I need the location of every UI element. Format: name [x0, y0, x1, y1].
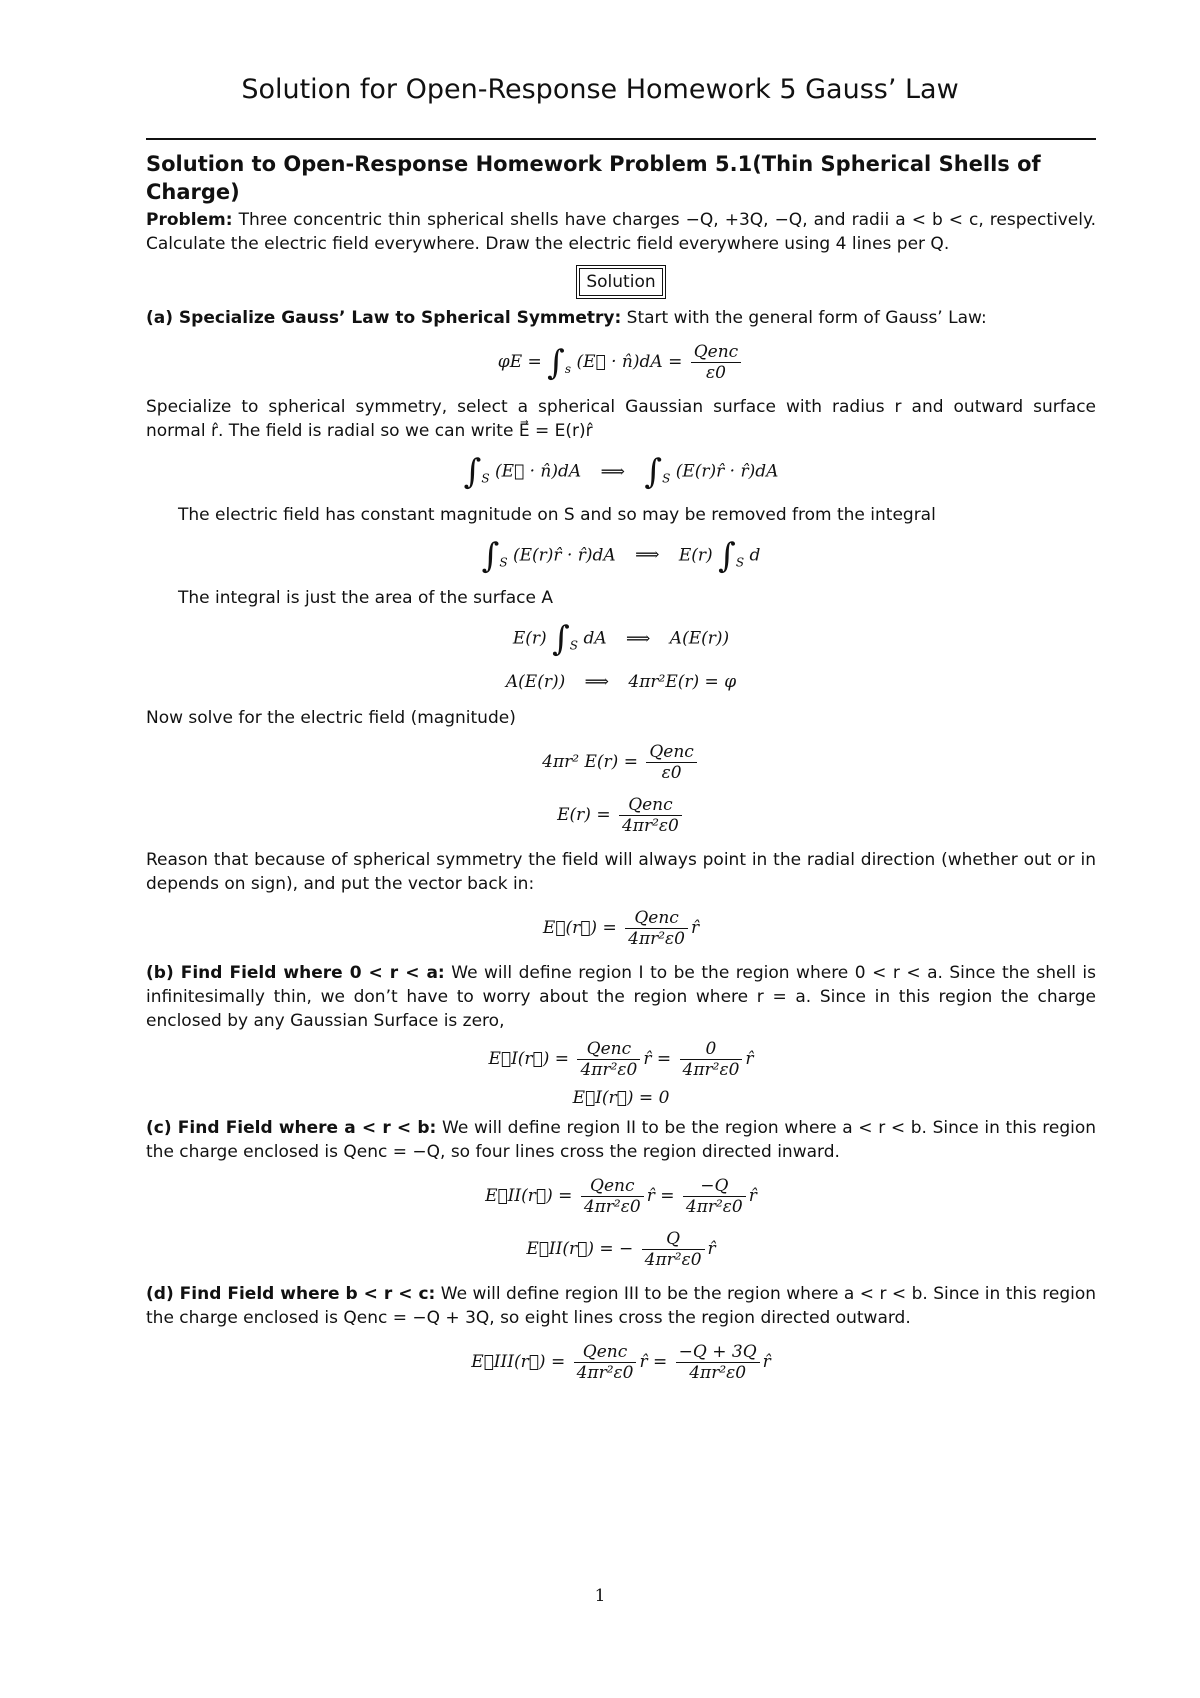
eq-mid: r̂ =	[639, 1351, 668, 1372]
integral-sign: ∫	[547, 342, 565, 383]
part-c-text: We will define region II to be the region where a < r < b. Since in this region the charge enclosed is Qenc = −Q, so four lines cross the region directed inward.	[146, 1117, 1097, 1162]
part-a-text-6: Reason that because of spherical symmetry the field will always point in the radial direction (whether out or in depends on sign), and put the vector back in:	[146, 849, 1096, 894]
denominator: 4πr²ε0	[583, 1196, 641, 1217]
fraction	[625, 908, 688, 949]
denominator: 4πr²ε0	[644, 1249, 702, 1270]
part-a-intro-text: Start with the general form of Gauss’ Law:	[626, 308, 987, 328]
part-a-intro	[146, 306, 1096, 330]
page-number: 1	[594, 1586, 606, 1606]
integral-sign: ∫	[644, 452, 663, 492]
equation-7	[146, 795, 1096, 836]
integral-sign: ∫	[552, 619, 570, 659]
numerator: Q	[642, 1229, 705, 1250]
numerator: −Q	[683, 1176, 746, 1197]
document-body	[146, 150, 1096, 1395]
part-a-label: (a) Specialize Gauss’ Law to Spherical Symmetry:	[146, 308, 622, 328]
problem-text: Three concentric thin spherical shells have charges −Q, +3Q, −Q, and radii a < b < c, respectively. Calculate the electric field everywhere. Draw the electric field everywhere using 4 lines per Q.	[146, 210, 1096, 254]
eq-lhs: E⃗I(r⃗) =	[488, 1048, 570, 1069]
eq-right-pre: E(r)	[678, 545, 713, 565]
part-b-text: We will define region I to be the region where 0 < r < a. Since the shell is infinitesimally thin, we don’t have to worry about the region where r = a. Since in this region the charge enclosed by any Gaussian Surface is zero,	[146, 962, 1096, 1031]
equation-2: $\int_S$ (E⃗ · n̂)dA ⟹ $\int_S$ (E(r)r̂ · r̂)dA	[463, 452, 779, 492]
eq-mid: r̂ =	[646, 1185, 675, 1206]
integral-sign: ∫	[463, 452, 482, 492]
numerator: Qenc	[577, 1039, 640, 1060]
fraction	[646, 742, 696, 783]
eq-tail: r̂	[762, 1351, 771, 1372]
numerator: −Q + 3Q	[676, 1342, 760, 1363]
numerator: Qenc	[574, 1342, 637, 1363]
equation-c1	[146, 1176, 1096, 1217]
part-b-label: (b) Find Field where 0 < r < a:	[146, 962, 445, 983]
denominator: 4πr²ε0	[580, 1059, 638, 1080]
eq-tail: r̂	[691, 917, 700, 938]
part-b-paragraph	[146, 961, 1096, 1033]
eq-mid: r̂ =	[643, 1048, 672, 1069]
equation-3: $\int_S$ (E(r)r̂ · r̂)dA ⟹ E(r) $\int_S$ d	[481, 535, 761, 576]
eq-lhs: φE =	[497, 352, 542, 372]
part-d-text: We will define region III to be the region where a < r < b. Since in this region the charge enclosed is Qenc = −Q + 3Q, so eight lines cross the region directed outward.	[146, 1283, 1097, 1328]
part-c-paragraph	[146, 1116, 1096, 1164]
fraction	[642, 1229, 705, 1270]
fraction	[683, 1176, 746, 1217]
fraction	[691, 342, 741, 383]
numerator: Qenc	[646, 742, 696, 763]
denominator: 4πr²ε0	[685, 1196, 743, 1217]
eq-left: A(E(r))	[505, 671, 566, 692]
eq-tail: r̂	[748, 1185, 757, 1206]
fraction	[680, 1039, 743, 1080]
page-title: Solution for Open-Response Homework 5 Gauss’ Law	[241, 74, 959, 105]
eq-left: (E⃗ · n̂)dA	[494, 461, 582, 482]
integral-sign: ∫	[481, 535, 500, 576]
part-a-text-5: Now solve for the electric field (magnitude)	[146, 707, 516, 728]
equation-5	[146, 670, 1096, 694]
solution-label-wrap	[146, 268, 1096, 296]
eq-lhs: E⃗III(r⃗) =	[471, 1351, 566, 1372]
denominator: 4πr²ε0	[682, 1059, 740, 1080]
implies-arrow: ⟹	[584, 671, 610, 692]
eq-right: (E(r)r̂ · r̂)dA	[675, 461, 779, 482]
numerator: Qenc	[625, 908, 688, 929]
part-a-text-3: The electric field has constant magnitude on S and so may be removed from the integral	[178, 504, 936, 525]
eq-lhs: E⃗(r⃗) =	[542, 917, 617, 938]
implies-arrow: ⟹	[600, 461, 625, 482]
equation-b2: E⃗I(r⃗) = 0	[572, 1087, 670, 1108]
denominator: 4πr²ε0	[576, 1362, 634, 1383]
numerator: Qenc	[619, 795, 682, 816]
eq-left: (E(r)r̂ · r̂)dA	[513, 545, 616, 565]
fraction	[577, 1039, 640, 1080]
denominator: 4πr²ε0	[621, 815, 679, 836]
eq-lhs: E⃗II(r⃗) = −	[526, 1238, 634, 1259]
equation-gauss-law: $\varphi E = \int_s$ (E⃗ · n̂)dA = $\frac{\text{Qenc}}{\varepsilon 0}$	[146, 342, 1096, 383]
fraction	[581, 1176, 644, 1217]
problem-label: Problem:	[146, 210, 233, 230]
numerator: 0	[680, 1039, 743, 1060]
equation-6	[146, 742, 1096, 783]
eq-tail: r̂	[745, 1048, 754, 1069]
fraction	[574, 1342, 637, 1383]
part-c-label: (c) Find Field where a < r < b:	[146, 1117, 437, 1138]
eq-lhs: E(r) =	[557, 804, 611, 825]
implies-arrow: ⟹	[626, 628, 651, 649]
numerator: Qenc	[581, 1176, 644, 1197]
eq-left-post: dA	[583, 628, 607, 649]
eq-lhs: 4πr² E(r) =	[542, 751, 638, 772]
equation-c2	[146, 1229, 1096, 1270]
equation-8	[146, 908, 1096, 949]
denominator: 4πr²ε0	[628, 928, 685, 949]
solution-label: Solution	[579, 268, 662, 296]
problem-heading: Solution to Open-Response Homework Problem 5.1(Thin Spherical Shells of Charge)	[146, 152, 1041, 204]
equation-d1	[146, 1342, 1096, 1383]
part-d-label: (d) Find Field where b < r < c:	[146, 1283, 436, 1304]
problem-statement	[146, 208, 1096, 256]
part-d-paragraph	[146, 1282, 1096, 1330]
eq-lhs: E⃗II(r⃗) =	[485, 1185, 573, 1206]
eq-mid: (E⃗ · n̂)dA =	[576, 352, 683, 372]
implies-arrow: ⟹	[635, 545, 660, 565]
denominator: ε0	[705, 363, 726, 383]
denominator: ε0	[661, 762, 682, 783]
integral-sign: ∫	[718, 535, 736, 576]
equation-b1	[146, 1039, 1096, 1080]
part-a-text-4: The integral is just the area of the surface A	[178, 588, 553, 608]
eq-left-pre: E(r)	[512, 628, 547, 649]
eq-right: 4πr²E(r) = φ	[628, 671, 737, 692]
fraction	[676, 1342, 760, 1383]
eq-right: A(E(r))	[669, 628, 730, 649]
fraction	[619, 795, 682, 836]
equation-4: E(r) $\int_S$ dA ⟹ A(E(r))	[512, 619, 730, 659]
numerator: Qenc	[691, 342, 741, 363]
title-divider	[146, 138, 1096, 140]
denominator: 4πr²ε0	[689, 1362, 747, 1383]
eq-right-post: d	[749, 545, 761, 565]
part-a-text-2: Specialize to spherical symmetry, select a spherical Gaussian surface with radius r and outward surface normal r̂. The field is radial so we can write E⃗ = E(r)r̂	[146, 397, 1096, 441]
eq-tail: r̂	[707, 1238, 716, 1259]
